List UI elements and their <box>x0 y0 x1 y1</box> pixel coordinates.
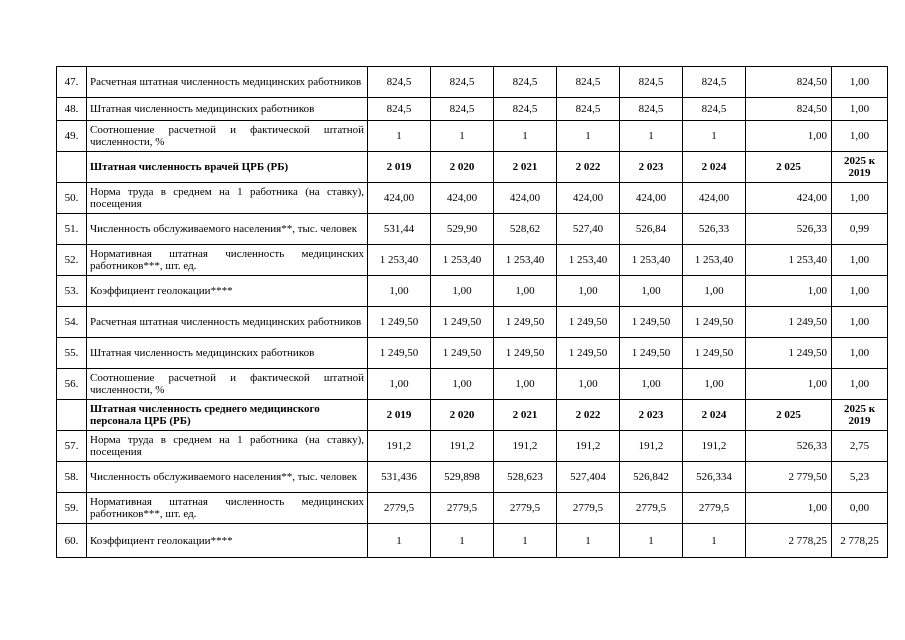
value-cell: 824,5 <box>368 98 431 121</box>
value-cell: 2779,5 <box>431 493 494 524</box>
row-number: 50. <box>57 183 87 214</box>
value-cell: 1,00 <box>683 276 746 307</box>
value-cell: 2779,5 <box>620 493 683 524</box>
row-number: 49. <box>57 121 87 152</box>
year-header-cell: 2 019 <box>368 152 431 183</box>
table-row <box>57 493 888 524</box>
value-cell: 1 249,50 <box>368 307 431 338</box>
value-cell: 531,436 <box>368 462 431 493</box>
value-cell: 824,5 <box>557 98 620 121</box>
year-header-cell: 2 021 <box>494 152 557 183</box>
ratio-value-cell: 1,00 <box>832 245 888 276</box>
section-header-number-cell <box>57 400 87 431</box>
indicator-name: Численность обслуживаемого населения**, тыс. человек <box>87 214 368 245</box>
value-cell: 1,00 <box>746 276 832 307</box>
table-row <box>57 369 888 400</box>
indicator-name: Соотношение расчетной и фактической штатной численности, % <box>87 121 368 152</box>
value-cell: 824,5 <box>494 67 557 98</box>
value-cell: 824,5 <box>557 67 620 98</box>
value-cell: 526,842 <box>620 462 683 493</box>
year-header-cell: 2 024 <box>683 152 746 183</box>
value-cell: 529,898 <box>431 462 494 493</box>
value-cell: 824,5 <box>368 67 431 98</box>
year-header-cell: 2 019 <box>368 400 431 431</box>
row-number: 60. <box>57 524 87 558</box>
staffing-table <box>56 66 888 558</box>
value-cell: 824,5 <box>431 98 494 121</box>
ratio-value-cell: 0,99 <box>832 214 888 245</box>
value-cell: 191,2 <box>557 431 620 462</box>
value-cell: 527,404 <box>557 462 620 493</box>
value-cell: 531,44 <box>368 214 431 245</box>
section-title: Штатная численность врачей ЦРБ (РБ) <box>87 152 368 183</box>
value-cell: 424,00 <box>557 183 620 214</box>
ratio-value-cell: 1,00 <box>832 67 888 98</box>
ratio-value-cell: 1,00 <box>832 121 888 152</box>
table-row <box>57 431 888 462</box>
value-cell: 1 <box>683 524 746 558</box>
ratio-value-cell: 2,75 <box>832 431 888 462</box>
row-number: 47. <box>57 67 87 98</box>
value-cell: 527,40 <box>557 214 620 245</box>
value-cell: 1 253,40 <box>620 245 683 276</box>
value-cell: 2 778,25 <box>746 524 832 558</box>
table-row <box>57 67 888 98</box>
value-cell: 1,00 <box>494 369 557 400</box>
indicator-name: Нормативная штатная численность медицинских работников***, шт. ед. <box>87 245 368 276</box>
value-cell: 1 253,40 <box>368 245 431 276</box>
value-cell: 529,90 <box>431 214 494 245</box>
ratio-header-cell: 2025 к 2019 <box>832 152 888 183</box>
row-number: 53. <box>57 276 87 307</box>
value-cell: 1 <box>557 524 620 558</box>
value-cell: 1 253,40 <box>746 245 832 276</box>
value-cell: 1 253,40 <box>557 245 620 276</box>
section-header-row <box>57 152 888 183</box>
value-cell: 1,00 <box>746 369 832 400</box>
indicator-name: Расчетная штатная численность медицинских работников <box>87 307 368 338</box>
indicator-name: Коэффициент геолокации**** <box>87 524 368 558</box>
year-header-cell: 2 023 <box>620 152 683 183</box>
year-header-cell: 2 022 <box>557 152 620 183</box>
ratio-value-cell: 5,23 <box>832 462 888 493</box>
year-header-cell: 2 020 <box>431 400 494 431</box>
value-cell: 1 253,40 <box>683 245 746 276</box>
value-cell: 824,5 <box>494 98 557 121</box>
year-header-cell: 2 020 <box>431 152 494 183</box>
value-cell: 526,33 <box>683 214 746 245</box>
table-row <box>57 524 888 558</box>
row-number: 51. <box>57 214 87 245</box>
value-cell: 1,00 <box>494 276 557 307</box>
row-number: 54. <box>57 307 87 338</box>
value-cell: 526,334 <box>683 462 746 493</box>
year-header-cell: 2 025 <box>746 152 832 183</box>
value-cell: 424,00 <box>431 183 494 214</box>
value-cell: 1,00 <box>746 493 832 524</box>
ratio-value-cell: 1,00 <box>832 183 888 214</box>
value-cell: 1 <box>494 524 557 558</box>
value-cell: 824,5 <box>620 67 683 98</box>
table-row <box>57 214 888 245</box>
indicator-name: Нормативная штатная численность медицинских работников***, шт. ед. <box>87 493 368 524</box>
value-cell: 1 <box>431 524 494 558</box>
value-cell: 1 249,50 <box>431 307 494 338</box>
value-cell: 1 249,50 <box>494 338 557 369</box>
value-cell: 1 <box>431 121 494 152</box>
value-cell: 191,2 <box>494 431 557 462</box>
value-cell: 424,00 <box>368 183 431 214</box>
value-cell: 526,33 <box>746 431 832 462</box>
value-cell: 1,00 <box>557 369 620 400</box>
row-number: 57. <box>57 431 87 462</box>
value-cell: 1 249,50 <box>746 338 832 369</box>
table-row <box>57 307 888 338</box>
year-header-cell: 2 025 <box>746 400 832 431</box>
value-cell: 824,5 <box>683 67 746 98</box>
table-row <box>57 183 888 214</box>
section-header-row <box>57 400 888 431</box>
indicator-name: Норма труда в среднем на 1 работника (на ставку), посещения <box>87 183 368 214</box>
value-cell: 191,2 <box>368 431 431 462</box>
value-cell: 1 249,50 <box>620 338 683 369</box>
value-cell: 1,00 <box>620 276 683 307</box>
row-number: 56. <box>57 369 87 400</box>
value-cell: 526,33 <box>746 214 832 245</box>
indicator-name: Соотношение расчетной и фактической штатной численности, % <box>87 369 368 400</box>
value-cell: 1 <box>494 121 557 152</box>
value-cell: 824,50 <box>746 98 832 121</box>
value-cell: 1,00 <box>746 121 832 152</box>
indicator-name: Штатная численность медицинских работников <box>87 98 368 121</box>
value-cell: 191,2 <box>431 431 494 462</box>
section-title: Штатная численность среднего медицинского персонала ЦРБ (РБ) <box>87 400 368 431</box>
value-cell: 1,00 <box>368 276 431 307</box>
value-cell: 1,00 <box>368 369 431 400</box>
table-row <box>57 276 888 307</box>
value-cell: 1 <box>368 524 431 558</box>
value-cell: 1,00 <box>683 369 746 400</box>
value-cell: 1 249,50 <box>431 338 494 369</box>
indicator-name: Норма труда в среднем на 1 работника (на ставку), посещения <box>87 431 368 462</box>
value-cell: 1 <box>620 121 683 152</box>
indicator-name: Коэффициент геолокации**** <box>87 276 368 307</box>
value-cell: 1 249,50 <box>557 338 620 369</box>
value-cell: 1 249,50 <box>368 338 431 369</box>
value-cell: 1 249,50 <box>683 307 746 338</box>
ratio-value-cell: 1,00 <box>832 276 888 307</box>
ratio-header-cell: 2025 к 2019 <box>832 400 888 431</box>
value-cell: 1 253,40 <box>431 245 494 276</box>
value-cell: 2779,5 <box>494 493 557 524</box>
row-number: 59. <box>57 493 87 524</box>
value-cell: 191,2 <box>620 431 683 462</box>
value-cell: 1 <box>368 121 431 152</box>
value-cell: 424,00 <box>746 183 832 214</box>
value-cell: 424,00 <box>683 183 746 214</box>
year-header-cell: 2 024 <box>683 400 746 431</box>
table-row <box>57 121 888 152</box>
table-row <box>57 245 888 276</box>
value-cell: 1 <box>620 524 683 558</box>
row-number: 48. <box>57 98 87 121</box>
value-cell: 1,00 <box>557 276 620 307</box>
row-number: 55. <box>57 338 87 369</box>
ratio-value-cell: 2 778,25 <box>832 524 888 558</box>
value-cell: 528,62 <box>494 214 557 245</box>
value-cell: 1,00 <box>431 369 494 400</box>
value-cell: 2 779,50 <box>746 462 832 493</box>
value-cell: 424,00 <box>620 183 683 214</box>
table-row <box>57 98 888 121</box>
row-number: 58. <box>57 462 87 493</box>
table-row <box>57 338 888 369</box>
value-cell: 1 249,50 <box>746 307 832 338</box>
year-header-cell: 2 022 <box>557 400 620 431</box>
indicator-name: Численность обслуживаемого населения**, тыс. человек <box>87 462 368 493</box>
value-cell: 1 253,40 <box>494 245 557 276</box>
ratio-value-cell: 1,00 <box>832 98 888 121</box>
value-cell: 1,00 <box>620 369 683 400</box>
value-cell: 2779,5 <box>683 493 746 524</box>
value-cell: 824,5 <box>431 67 494 98</box>
value-cell: 2779,5 <box>557 493 620 524</box>
value-cell: 824,5 <box>620 98 683 121</box>
table-row <box>57 462 888 493</box>
indicator-name: Штатная численность медицинских работников <box>87 338 368 369</box>
value-cell: 1 <box>683 121 746 152</box>
value-cell: 528,623 <box>494 462 557 493</box>
year-header-cell: 2 023 <box>620 400 683 431</box>
value-cell: 1 249,50 <box>620 307 683 338</box>
value-cell: 424,00 <box>494 183 557 214</box>
ratio-value-cell: 1,00 <box>832 307 888 338</box>
value-cell: 2779,5 <box>368 493 431 524</box>
ratio-value-cell: 1,00 <box>832 338 888 369</box>
value-cell: 1 249,50 <box>683 338 746 369</box>
ratio-value-cell: 0,00 <box>832 493 888 524</box>
value-cell: 1 249,50 <box>494 307 557 338</box>
value-cell: 1 249,50 <box>557 307 620 338</box>
value-cell: 1,00 <box>431 276 494 307</box>
value-cell: 526,84 <box>620 214 683 245</box>
value-cell: 1 <box>557 121 620 152</box>
table-body <box>57 67 888 558</box>
indicator-name: Расчетная штатная численность медицинских работников <box>87 67 368 98</box>
row-number: 52. <box>57 245 87 276</box>
value-cell: 824,5 <box>683 98 746 121</box>
value-cell: 191,2 <box>683 431 746 462</box>
section-header-number-cell <box>57 152 87 183</box>
year-header-cell: 2 021 <box>494 400 557 431</box>
value-cell: 824,50 <box>746 67 832 98</box>
ratio-value-cell: 1,00 <box>832 369 888 400</box>
